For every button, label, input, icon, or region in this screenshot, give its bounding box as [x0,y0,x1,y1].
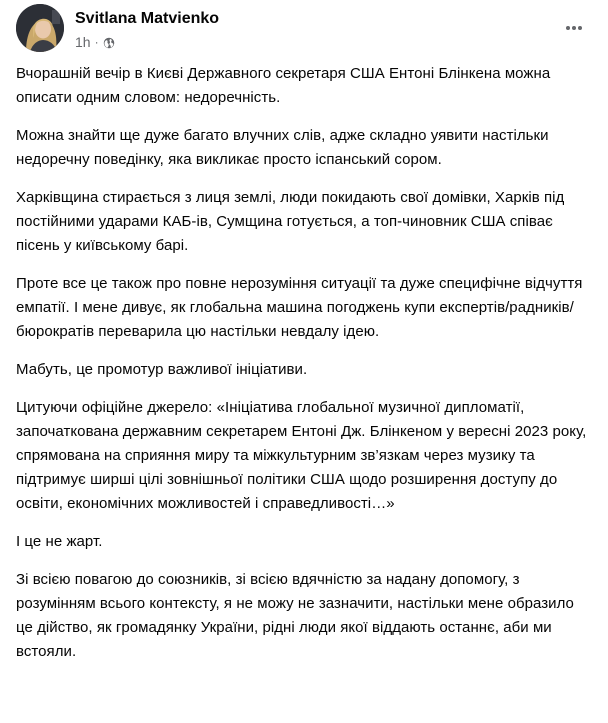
globe-icon[interactable] [103,36,115,48]
post-paragraph: Проте все це також про повне нерозуміння ситуації та дуже специфічне відчуття емпатії. І мене дивує, як глобальна машина погоджень купи експертів/радників/бюрократів переварила цю настільки невдалу ідею. [16,275,583,340]
post-paragraph: І це не жарт. [16,533,103,550]
post-meta [75,34,115,50]
profile-photo [16,4,64,52]
post-paragraph: Мабуть, це промотур важливої ініціативи. [16,361,308,378]
post-header [16,2,592,58]
post-body [16,62,594,678]
post-timestamp[interactable]: 1h [75,34,91,50]
more-options-button[interactable] [556,10,592,46]
meta-separator: · [94,35,99,49]
more-options-icon [564,18,584,38]
avatar[interactable] [16,4,64,52]
post-paragraph: Зі всією повагою до союзників, зі всією вдячністю за надану допомогу, з розумінням всього контексту, я не можу не зазначити, настільки мене образило це дійство, як громадянку України, рідні люди якої віддають останнє, аби ми встояли. [16,571,574,660]
post-paragraph: Вчорашній вечір в Києві Державного секретаря США Ентоні Блінкена можна описати одним словом: недоречність. [16,65,551,106]
post-paragraph: Цитуючи офіційне джерело: «Ініціатива глобальної музичної дипломатії, започаткована державним секретарем Ентоні Дж. Блінкеном у вересні 2023 року, спрямована на сприяння миру та міжкультурним зв’язкам через музику та підтримує ширші цілі зовнішньої політики США щодо розширення доступу до освіти, економічних можливостей і справедливості…» [16,399,587,512]
author-name[interactable]: Svitlana Matvienko [75,10,220,27]
post-paragraph: Харківщина стирається з лиця землі, люди покидають свої домівки, Харків під постійними ударами КАБ-ів, Сумщина готується, а топ-чиновник США співає пісень у київському барі. [16,189,565,254]
post-paragraph: Можна знайти ще дуже багато влучних слів, адже складно уявити настільки недоречну поведінку, яка викликає просто іспанський сором. [16,127,549,168]
